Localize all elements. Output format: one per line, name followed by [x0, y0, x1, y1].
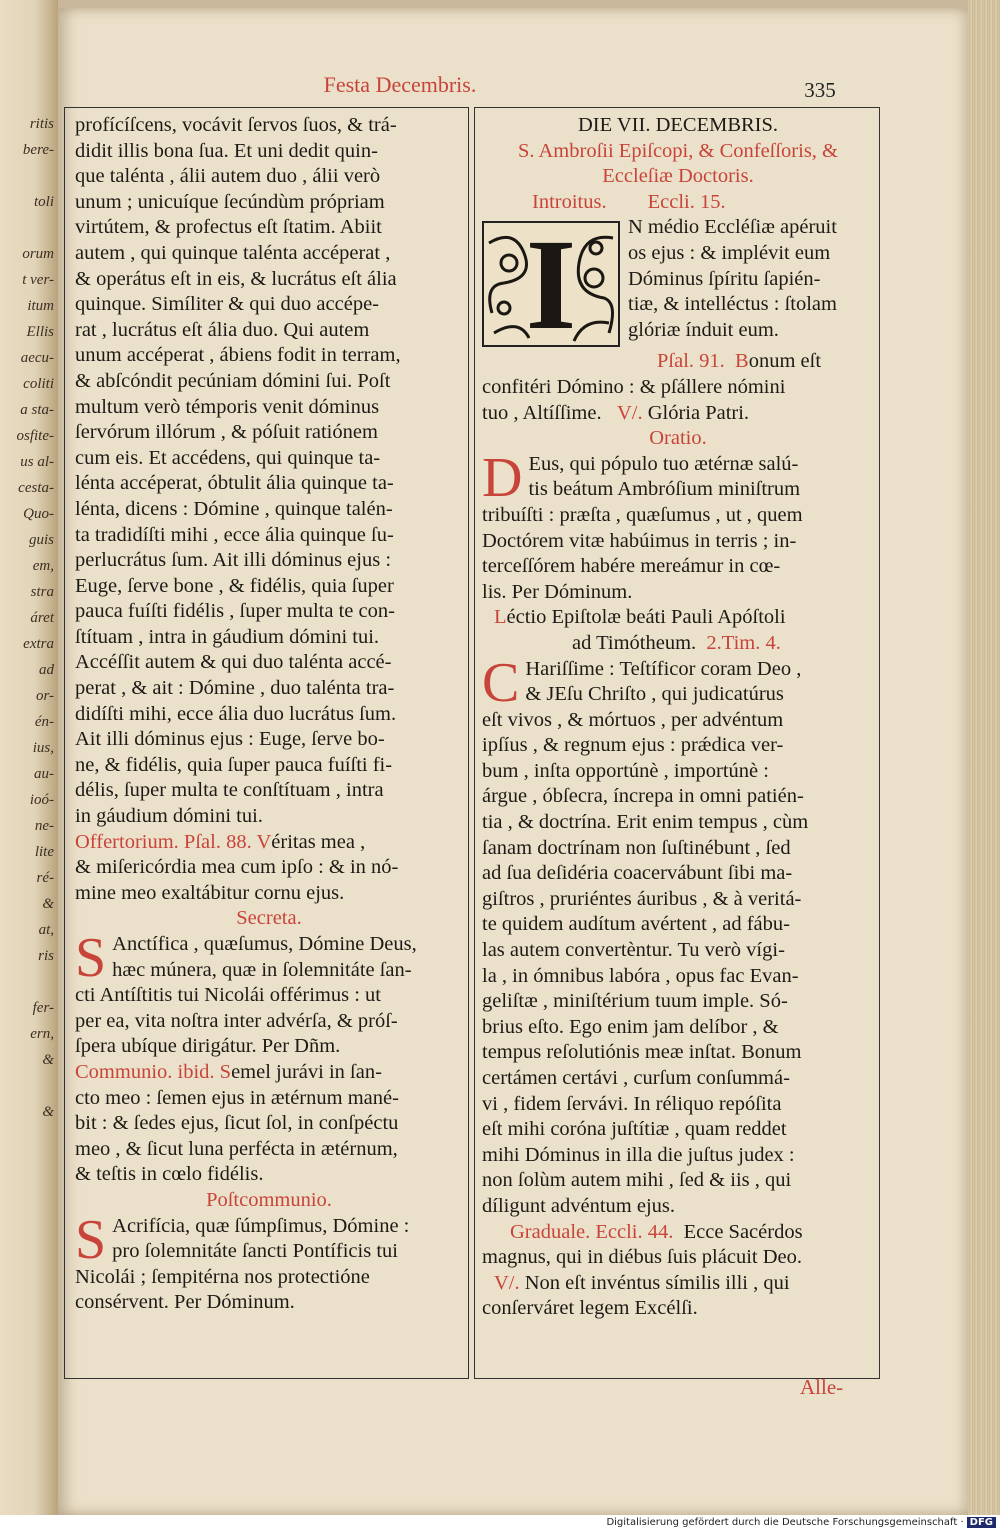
text-line: meo , & ſicut luna perfécta in ætérnum, [75, 1137, 398, 1160]
lectio-text: éctio Epiſtolæ beáti Pauli Apóſtoli [506, 606, 786, 629]
running-header: Festa Decembris. [323, 72, 477, 97]
binding-fragment: coliti [23, 376, 54, 392]
text-line: didit illis bona ſua. Et uni dedit quin- [75, 139, 378, 162]
offertory-line: mine meo exaltábitur cornu ejus. [75, 881, 345, 904]
binding-fragment: ré- [36, 870, 54, 886]
gloria-text: Glória Patri. [647, 401, 750, 424]
text-line: Euge, ſerve bone , & fidélis, quia ſuper [75, 574, 394, 597]
secreta-block [75, 927, 463, 1060]
binding-fragment: ioó- [29, 792, 54, 808]
binding-fragment: ritis [29, 116, 54, 132]
text-line: eſt mihi coróna juſtítiæ , quam reddet [482, 1118, 787, 1141]
text-line: tia , & doctrína. Erit enim tempus , cùm [482, 811, 809, 834]
text-line: geliſtæ , miniſtérium tuum imple. Só- [482, 990, 788, 1013]
oratio-dropcap: D [482, 446, 523, 509]
text-line: eſt vivos , & mórtuos , per advéntum [482, 708, 784, 731]
text-line: tis beátum Ambróſium miniſtrum [528, 478, 801, 501]
versicle-mark: V/. [616, 401, 643, 424]
text-line: N médio Eccléſiæ apéruit [628, 216, 837, 239]
text-line: bum , inſta opportúnè , importúnè : [482, 759, 769, 782]
binding-fragment: itum [27, 298, 54, 314]
text-line: brius eſto. Ego enim jam delíbor , & [482, 1015, 779, 1038]
saint-title: Eccleſiæ Doctoris. [602, 165, 754, 188]
text-line: Acrifícia, quæ ſúmpſimus, Dómine : [112, 1214, 410, 1237]
postcommunio-block [75, 1208, 463, 1316]
psalm-ref: Pſal. 91. [657, 350, 725, 373]
text-line: cto meo : ſemen ejus in ætérnum mané- [75, 1086, 399, 1109]
lectio-line [482, 631, 874, 657]
gradual-versicle-mark: V/. [494, 1271, 520, 1294]
book-binding [0, 0, 58, 1515]
binding-fragment: cesta- [18, 480, 54, 496]
binding-fragment: or- [35, 688, 54, 704]
text-line: & JEſu Chriſto , qui judicatúrus [525, 683, 784, 706]
binding-fragment: guis [28, 532, 54, 548]
text-line: quinque. Simíliter & qui duo accépe- [75, 293, 380, 316]
communio-line [75, 1060, 463, 1086]
binding-fragment: Ellis [26, 324, 54, 340]
oratio-block [482, 446, 874, 606]
binding-fragment: bere- [22, 142, 54, 158]
left-column [75, 113, 463, 1316]
text-line: cum eis. Et accédens, qui quinque ta- [75, 446, 381, 469]
gradual-line: conſerváret legem Excélſi. [482, 1297, 698, 1320]
binding-fragment: lite [34, 844, 54, 860]
binding-fragment: áret [30, 610, 54, 626]
page-number: 335 [804, 78, 836, 102]
lectio-text: ad Timótheum. [572, 631, 697, 654]
text-line: multum verò témporis venit dóminus [75, 395, 380, 418]
dfg-logo: DFG [967, 1517, 996, 1528]
offertory-line [75, 830, 463, 856]
text-line: & teſtis in cœlo fidélis. [75, 1163, 264, 1186]
text-line: mihi Dóminus in illa die juſtus judex : [482, 1143, 795, 1166]
binding-fragment: stra [30, 584, 54, 600]
offertory-initial: V [256, 830, 272, 853]
text-line: & operátus eſt in eis, & lucrátus eſt ália [75, 267, 397, 290]
binding-fragment: t ver- [22, 272, 54, 288]
gradual-verse-text: Non eſt invéntus símilis illi , qui [524, 1271, 790, 1294]
lesson-dropcap: C [482, 651, 520, 714]
text-line: árgue , óbſecra, íncrepa in omni patién- [482, 785, 804, 808]
text-line: in gáudium dómini tui. [75, 805, 263, 828]
gradual-label: Graduale. Eccli. 44. [510, 1220, 674, 1243]
psalm-text: onum eſt [748, 350, 822, 373]
text-line: vi , fidem ſervávi. In réliquo repóſita [482, 1092, 782, 1115]
text-line: tempus reſolutiónis meæ inſtat. Bonum [482, 1041, 802, 1064]
binding-fragment: & [42, 1104, 54, 1120]
text-line: Nicolái ; ſempitérna nos protectióne [75, 1265, 370, 1288]
text-line: te quidem audítum avértent , ad fábu- [482, 913, 790, 936]
secreta-dropcap: S [75, 927, 107, 989]
communio-label: Communio. ibid. S [75, 1060, 232, 1083]
psalm-line [482, 401, 874, 427]
text-line: per ea, vita noſtra inter advérſa, & próſ- [75, 1009, 398, 1032]
binding-fragment: ris [38, 948, 54, 964]
text-line: virtútem, & profectus eſt ſtatim. Abiit [75, 216, 382, 239]
text-line: Dóminus ſpíritu ſapién- [628, 267, 821, 290]
postcommunio-heading: Poſtcommunio. [206, 1188, 332, 1211]
binding-fragment: at, [38, 922, 54, 938]
text-line: que talénta , álii autem duo , álii verò [75, 165, 381, 188]
text-line: Ait illi dóminus ejus : Euge, ſerve bo- [75, 728, 385, 751]
binding-fragment: aecu- [20, 350, 54, 366]
text-line: hæc múnera, quæ in ſolemnitáte ſan- [112, 958, 412, 981]
binding-fragment: & [42, 1052, 54, 1068]
text-line: lis. Per Dóminum. [482, 580, 633, 603]
binding-fragment: ad [39, 662, 54, 678]
lesson-block [482, 651, 874, 1220]
text-line: non ſolùm autem mihi , ſed & iis , qui [482, 1169, 792, 1192]
saint-title: S. Ambroſii Epiſcopi, & Confeſſoris, & [517, 139, 839, 162]
text-line: pauca fuíſti fidélis , ſuper multa te con- [75, 600, 395, 623]
woodcut-letter: I [525, 221, 577, 348]
text-line: autem , qui quinque talénta accéperat , [75, 241, 391, 264]
text-line: ſpera ubíque dirigátur. Per Dñm. [75, 1035, 341, 1058]
gradual-text: Ecce Sacérdos [683, 1220, 803, 1243]
text-line: giſtros , pruriéntes áuribus , & à veritá- [482, 887, 802, 910]
digitization-footer [0, 1515, 1000, 1530]
lectio-initial: L [494, 606, 507, 629]
binding-fragment: én- [34, 714, 54, 730]
gradual-verse [482, 1271, 874, 1297]
decorated-initial-woodcut [482, 221, 620, 347]
text-line: lénta accéperat, óbtulit ália quinque ta- [75, 472, 394, 495]
text-line: Accéſſit autem & qui duo talénta accé- [75, 651, 392, 674]
text-line: ſanam doctrínam non ſuſtinébunt , ſed [482, 836, 791, 859]
introit-heading [482, 190, 874, 216]
introit-ref: Eccli. 15. [647, 190, 726, 213]
binding-fragment: toli [33, 194, 54, 210]
text-line: & abſcóndit pecúniam dómini ſui. Poſt [75, 369, 391, 392]
gradual-line [482, 1220, 874, 1246]
catchword: Alle- [800, 1375, 844, 1399]
text-line: perlucrátus ſum. Ait illi dóminus ejus : [75, 549, 392, 572]
binding-fragment: au- [34, 766, 54, 782]
text-line: ta tradidíſti mihi , ecce ália quinque ſu- [75, 523, 394, 546]
text-line: ſtítuam , intra in gáudium dómini tui. [75, 625, 380, 648]
lectio-ref: 2.Tim. 4. [706, 631, 781, 654]
psalm-line [482, 349, 874, 375]
text-line: profícíſcens, vocávit ſervos ſuos, & trá- [75, 114, 397, 136]
text-line: délis, ſuper multa te conſtítuam , intra [75, 779, 384, 802]
binding-fragment: ern, [30, 1026, 54, 1042]
text-line: consérvent. Per Dóminum. [75, 1291, 295, 1314]
text-line: tribuíſti : præſta , quæſumus , ut , quem [482, 503, 803, 526]
footer-text: Digitalisierung gefördert durch die Deutsche Forschungsgemeinschaft · [606, 1517, 964, 1528]
lectio-line [482, 605, 874, 631]
offertory-line: & miſericórdia mea cum ipſo : & in nó- [75, 856, 399, 879]
offertory-label: Offertorium. Pſal. 88. [75, 830, 252, 853]
text-line: tiæ, & intelléctus : ſtolam [628, 293, 837, 316]
communio-text: emel jurávi in ſan- [231, 1060, 382, 1083]
text-line: didíſti mihi, ecce ália duo lucrátus ſum. [75, 702, 397, 725]
oratio-heading: Oratio. [649, 427, 707, 450]
text-line: unum accéperat , ábiens fodit in terram, [75, 344, 401, 367]
introit-block [482, 215, 874, 349]
gospel-text [75, 113, 463, 830]
text-line: glóriæ índuit eum. [628, 318, 779, 341]
text-line: Doctórem vitæ habúimus in terris ; in- [482, 529, 797, 552]
text-line: la , in ómnibus labóra , opus fac Evan- [482, 964, 799, 987]
binding-fragment: em, [32, 558, 54, 574]
text-line: Eus, qui pópulo tuo ætérnæ salú- [528, 452, 799, 475]
psalm-initial: B [735, 350, 749, 373]
binding-fragment: extra [23, 636, 54, 652]
binding-fragment: fer- [32, 1000, 54, 1016]
introit-label: Introitus. [532, 190, 607, 213]
text-line: rat , lucrátus eſt ália duo. Qui autem [75, 318, 370, 341]
binding-fragment: & [42, 896, 54, 912]
right-column [482, 113, 874, 1322]
binding-fragment: orum [22, 246, 54, 262]
text-line: Anctífica , quæſumus, Dómine Deus, [112, 933, 417, 955]
text-line: díligunt advéntum ejus. [482, 1194, 676, 1217]
text-line: unum ; unicuíque ſecúndùm própriam [75, 190, 385, 213]
day-heading: DIE VII. DECEMBRIS. [577, 114, 779, 136]
binding-fragment: a sta- [20, 402, 54, 418]
postcommunio-dropcap: S [75, 1208, 107, 1271]
text-line: perat , & ait : Dómine , duo talénta tra- [75, 677, 395, 700]
gradual-line: magnus, qui in diébus ſuis plácuit Deo. [482, 1246, 802, 1269]
psalm-line: confitéri Dómino : & pſállere nómini [482, 375, 786, 398]
text-line: ſervórum illórum , & póſuit ratiónem [75, 421, 378, 444]
offertory-text: éritas mea , [271, 830, 366, 853]
binding-fragment: us al- [20, 454, 54, 470]
text-line: cti Antíſtitis tui Nicolái offérimus : ut [75, 984, 381, 1007]
binding-fragment: osfite- [16, 428, 54, 444]
psalm-text: tuo , Altíſſime. [482, 401, 602, 424]
text-line: ne, & fidélis, quia ſuper pauca fuíſti fi- [75, 753, 393, 776]
binding-fragment: ius, [32, 740, 54, 756]
text-line: pro ſolemnitáte ſancti Pontíficis tui [112, 1240, 398, 1263]
secreta-heading: Secreta. [236, 907, 302, 930]
text-line: certámen certávi , curſum conſummá- [482, 1067, 790, 1089]
text-line: terceſſórem habére mereámur in cœ- [482, 555, 781, 578]
text-line: bit : & ſedes ejus, ſicut ſol, in conſpéctu [75, 1112, 399, 1135]
text-line: ipſíus , & regnum ejus : prǽdica ver- [482, 734, 784, 757]
text-line: os ejus : & implévit eum [628, 241, 831, 264]
page-edges [968, 0, 1000, 1515]
text-line: Hariſſime : Teſtíficor coram Deo , [525, 657, 802, 680]
text-line: lénta, dicens : Dómine , quinque talén- [75, 497, 393, 520]
text-line: ad ſua deſidéria coacervábunt ſibi ma- [482, 862, 793, 885]
text-line: las autem convertèntur. Tu verò vígi- [482, 939, 785, 962]
binding-fragment: Quo- [23, 506, 54, 522]
binding-fragment: ne- [34, 818, 54, 834]
